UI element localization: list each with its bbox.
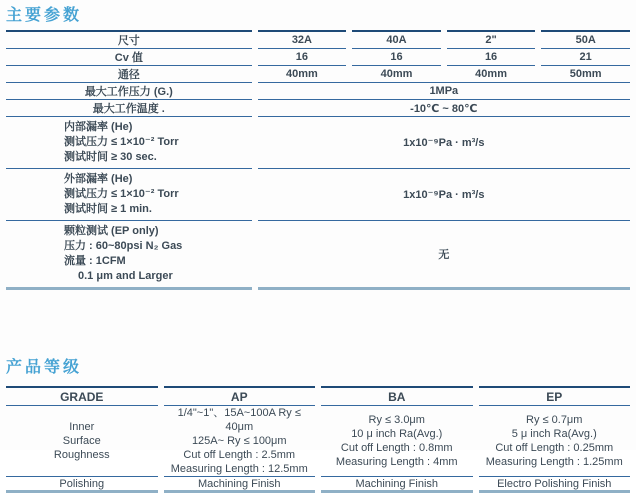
roughness-spec-line: Cut off Length : 0.8mm	[340, 442, 453, 454]
table-row-particle-test	[6, 220, 630, 290]
param-value: 40mm	[352, 65, 441, 82]
roughness-ep-cell	[479, 405, 631, 476]
roughness-spec-line: Cut off Length : 0.25mm	[495, 442, 614, 454]
column-header: GRADE	[6, 386, 158, 405]
param-label	[6, 116, 252, 168]
polishing-value: Electro Polishing Finish	[479, 476, 631, 493]
main-parameters-table	[0, 30, 636, 290]
roughness-spec-line: 10 μ inch Ra(Avg.)	[351, 428, 443, 440]
param-label: Cv 值	[6, 48, 252, 65]
param-label-line: 内部漏率 (He)	[64, 121, 133, 133]
polishing-row	[6, 476, 630, 493]
column-header: EP	[479, 386, 631, 405]
param-label-line: 流量 : 1CFM	[64, 255, 126, 267]
param-label: 最大工作温度 .	[6, 99, 252, 116]
param-label-line: 压力 : 60~80psi N₂ Gas	[64, 240, 183, 252]
param-value: 40mm	[447, 65, 536, 82]
table-row-max-pressure	[6, 82, 630, 99]
roughness-label-line: Roughness	[53, 449, 110, 461]
product-grade-title: 产品等级	[6, 359, 83, 376]
param-value: 1x10⁻⁹Pa · m³/s	[258, 116, 630, 168]
roughness-spec-line: Measuring Length : 1.25mm	[485, 456, 623, 468]
roughness-label-line: Inner	[69, 421, 95, 433]
polishing-value: Machining Finish	[164, 476, 316, 493]
table-row-internal-leak	[6, 116, 630, 168]
param-label: 尺寸	[6, 30, 252, 48]
roughness-spec-line: 125A~ Ry ≤ 100μm	[191, 435, 287, 447]
param-value: 21	[541, 48, 630, 65]
roughness-spec-line: Ry ≤ 3.0μm	[368, 414, 425, 426]
param-value: 16	[352, 48, 441, 65]
param-value: 16	[447, 48, 536, 65]
param-label-line: 测试时间 ≥ 1 min.	[64, 203, 152, 215]
table-row-max-temp	[6, 99, 630, 116]
roughness-spec-line: Cut off Length : 2.5mm	[183, 449, 296, 461]
roughness-label-line: Surface	[62, 435, 101, 447]
table-row-cv	[6, 48, 630, 65]
roughness-ba-cell	[321, 405, 473, 476]
column-header: AP	[164, 386, 316, 405]
polishing-label: Polishing	[6, 476, 158, 493]
param-value: 32A	[258, 30, 347, 48]
param-value: 无	[258, 220, 630, 290]
param-label: 最大工作压力 (G.)	[6, 82, 252, 99]
roughness-row	[6, 405, 630, 476]
roughness-ap-cell	[164, 405, 316, 476]
product-grade-table	[0, 386, 636, 493]
param-value: 1MPa	[258, 82, 630, 99]
roughness-spec-line: Measuring Length : 12.5mm	[170, 463, 308, 475]
roughness-label	[6, 405, 158, 476]
column-header: BA	[321, 386, 473, 405]
table-row-bore	[6, 65, 630, 82]
param-label-line: 测试压力 ≤ 1×10⁻² Torr	[64, 188, 179, 200]
roughness-spec-line: Ry ≤ 0.7μm	[526, 414, 583, 426]
table-row-size	[6, 30, 630, 48]
roughness-spec-line: Measuring Length : 4mm	[335, 456, 458, 468]
param-value: -10℃ ~ 80℃	[258, 99, 630, 116]
grade-header-row	[6, 386, 630, 405]
param-value: 50A	[541, 30, 630, 48]
param-value: 2"	[447, 30, 536, 48]
param-label	[6, 220, 252, 290]
param-value: 50mm	[541, 65, 630, 82]
param-value: 16	[258, 48, 347, 65]
param-label-line: 外部漏率 (He)	[64, 173, 133, 185]
main-parameters-title: 主要参数	[6, 7, 83, 24]
roughness-spec-line: 1/4"~1"、15A~100A Ry ≤ 40μm	[177, 407, 301, 433]
param-label-line: 颗粒测试 (EP only)	[64, 225, 159, 237]
table-row-external-leak	[6, 168, 630, 220]
param-label-line: 测试时间 ≥ 30 sec.	[64, 151, 157, 163]
param-value: 40mm	[258, 65, 347, 82]
param-value: 1x10⁻⁹Pa · m³/s	[258, 168, 630, 220]
param-label	[6, 168, 252, 220]
roughness-spec-line: 5 μ inch Ra(Avg.)	[511, 428, 597, 440]
param-label-line: 测试压力 ≤ 1×10⁻² Torr	[64, 136, 179, 148]
param-value: 40A	[352, 30, 441, 48]
param-label-line: 0.1 μm and Larger	[78, 270, 173, 282]
param-label: 通径	[6, 65, 252, 82]
polishing-value: Machining Finish	[321, 476, 473, 493]
